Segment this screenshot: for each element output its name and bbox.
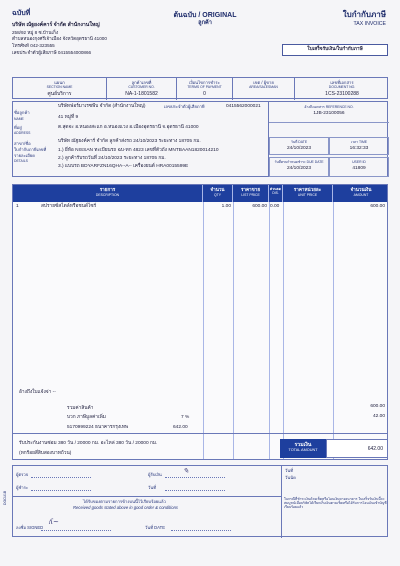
total-label-en: TOTAL AMOUNT (288, 448, 318, 453)
section-label-en: SECTION NAME (46, 85, 73, 90)
col-divider (333, 202, 334, 459)
due-date-value: 24/10/2023 (286, 166, 311, 172)
company-phone: โทรศัพท์ 042-323555 (12, 43, 55, 49)
company-info (12, 22, 182, 57)
company-name: บริษัท ณัฐยงค์คาร์ จำกัด สำนักงานใหญ่ (12, 22, 100, 28)
col-list-price-en: LIST PRICE (241, 192, 260, 197)
row-description: สปรายซ์สไตล์หรือชนด์ไซร์ (41, 204, 97, 209)
col-amount-en: AMOUNT (353, 192, 369, 197)
total-amount-label (280, 439, 326, 458)
warranty-text: รับประกันงานซ่อม 380 วัน / 20000 กม. อะไหล่ 380 วัน / 20000 กม. (19, 441, 158, 446)
receiver-signature: ✎ (183, 467, 189, 475)
receipt-type-box: ใบเสร็จรับเงิน/ใบกำกับภาษี (282, 44, 388, 56)
payment-note: ในกรณีที่ชำระเงินด้วยเช็คหรือโอนเงินทางธนาคาร ใบเสร็จรับเงินนี้จะสมบูรณ์เมื่อบริษัทได้เรียกเก็บเงินตามเช็คหรือได้รับการโอนเงินเข้าบัญชีเรียบร้อยแล้ว (284, 497, 387, 510)
customer-no-cell (107, 78, 177, 100)
items-table-header (13, 185, 387, 202)
time-value: 16:32:33 (349, 146, 369, 152)
company-address-2: ตำบลหนองกุงศรีเจ้าเมือง จังหวัดอุดรธานี 41000 (12, 36, 107, 42)
col-divider (283, 202, 284, 459)
document-no-cell (295, 78, 389, 100)
col-qty-en: QTY (214, 192, 221, 197)
reference-cell (269, 101, 389, 123)
date-value: 24/10/2023 (286, 146, 311, 152)
note-date-label: วันที่ (285, 468, 293, 473)
area-label-th: เขต / ผู้ขาย (253, 80, 274, 85)
col-description-en: DESCRIPTION (95, 192, 120, 197)
row-list-price: 600.00 (252, 204, 267, 209)
terms-label-th: เงื่อนไขการชำระ (189, 80, 220, 85)
signature-divider (13, 496, 281, 497)
reference-value: 1JB-23100056 (313, 111, 345, 117)
terms-label-en: TERMS OF PAYMENT (187, 85, 222, 90)
row-amount: 600.00 (370, 204, 385, 209)
col-unit-price (283, 185, 333, 202)
signed-date-label: วันที่ DATE (145, 525, 165, 530)
document-meta-panel (268, 101, 388, 177)
name-label-th: ชื่อลูกค้า (14, 110, 30, 115)
receiver-label: ผู้รับเงิน (148, 472, 162, 477)
customer-contact: บริษัท ณัฐยงค์คาร์ จำกัด ลูกค้าส่งรถ 24/10/2023 ระยะทาง 18705 กม. (58, 139, 201, 144)
contact-label-th: สาขา/ชื่อ (14, 141, 31, 146)
area-label-en: AREA/SALESMAN (249, 85, 278, 90)
date-cell (269, 137, 329, 155)
due-date-label: วันที่ครบกำหนดชำระ DUE DATE (274, 160, 324, 164)
received-goods-th: ได้รับของตามรายการข้างบนนี้ไว้เรียบร้อยแล้ว (83, 499, 166, 504)
vat-base-label: 5170999224 ธนาคารกรุงเทพ (67, 425, 129, 430)
terms-cell (177, 78, 233, 100)
original-sub-text: ลูกค้า (198, 20, 212, 27)
document-no-value: 1CS-23100288 (325, 91, 359, 98)
col-divider (203, 202, 204, 459)
vat-value: 42.00 (372, 414, 385, 419)
reference-label: อ้างถึงเอกสาร REFERENCE NO. (304, 105, 354, 109)
document-no-label-th: เลขที่เอกสาร (330, 80, 354, 85)
col-unit-price-en: UNIT PRICE (297, 192, 318, 197)
customer-check-line (31, 477, 91, 478)
document-title-en: TAX INVOICE (353, 21, 386, 27)
address-label-th: ที่อยู่ (14, 125, 22, 130)
customer-address-2: ต.สุดจะ อ.หนองสะแก อ.หนองแวง อ.เมืองอุดรธานี จ.อุดรธานี 41000 (58, 125, 199, 130)
address-label-en: ADDRESS (14, 131, 31, 135)
customer-address-1: 41 หมู่ที่ 9 (58, 115, 79, 120)
col-discount (269, 185, 283, 202)
invoice-ref-label: ใบกำกับภาษีเลขที่ (14, 147, 47, 152)
col-description (13, 185, 203, 202)
customer-tax-id: 0415562000021 (226, 104, 261, 109)
col-unit-price-th: ราคาหน่วยละ (293, 187, 322, 192)
detail-line-2: 2.) ลูกค้ารับรถวันที่ 24/10/2023 ระยะทาง 18705 กม. (58, 156, 166, 161)
terms-value: 0 (203, 91, 206, 98)
note-appointment-label: วันนัด (285, 475, 296, 480)
total-amount-value: 642.00 (326, 439, 388, 458)
amount-in-words: (หกร้อยสี่สิบสองบาทถ้วน) (19, 451, 72, 456)
customer-name: บริษัทฟอร์มาเรซพีบ จำกัด (สำนักงานใหญ่) (58, 104, 146, 109)
subtotal-label: รวมค่าสินค้า (67, 406, 94, 411)
customer-no-label-en: CUSTOMER NO. (128, 85, 155, 90)
invoice-info-row (12, 77, 388, 99)
signed-line (41, 530, 111, 531)
time-cell (329, 137, 389, 155)
total-label-th: รวมเงิน (294, 442, 312, 448)
name-label-en: NAME (14, 117, 24, 121)
section-value: ศูนย์บริการ (47, 91, 72, 98)
col-description-th: รายการ (99, 187, 116, 192)
row-qty: 1.00 (221, 204, 231, 209)
reference-note: อ้างถึงใบแจ้งจ่า -- (19, 390, 56, 395)
detail-label-th: รายละเอียด (14, 153, 35, 158)
copy-label: ฉบับที่ (12, 10, 31, 17)
detail-line-1: 1.) ยี่ห้อ NISSAN ทะเบียนรถ ฉบ-ทก 4823 เลขที่ตัวถัง MNTBAAN1820014210 (58, 148, 219, 153)
col-qty (203, 185, 233, 202)
vat-base-value: 642.00 (173, 425, 188, 430)
signed-date-line (171, 530, 231, 531)
section-cell (13, 78, 107, 100)
payer-label: ผู้ชำระ (16, 485, 29, 490)
row-discount: 0.00 (270, 204, 280, 209)
user-id-value: 41809 (352, 166, 366, 172)
subtotal-value: 600.00 (370, 404, 385, 409)
area-cell (233, 78, 295, 100)
receiver-line (165, 477, 225, 478)
document-no-label-en: DOCUMENT NO. (328, 85, 356, 90)
document-title-th: ใบกำกับภาษี (342, 10, 386, 19)
col-discount-th: ส่วนลด (269, 187, 282, 191)
row-number: 1 (16, 204, 19, 209)
col-list-price (233, 185, 269, 202)
original-label-text: ต้นฉบับ / ORIGINAL (173, 12, 237, 19)
signed-label: ลงชื่อ SIGNED (16, 525, 44, 530)
customer-no-value: NA-1-1801582 (125, 91, 158, 98)
payer-line (31, 490, 91, 491)
customer-tax-label: เลขประจำตัวผู้เสียภาษี (164, 104, 205, 109)
receiver-date-label: วันที่ (148, 485, 156, 490)
section-label-th: แผนก (54, 80, 65, 85)
customer-check-label: ผู้ตรวจ (16, 472, 29, 477)
vat-rate: 7 % (181, 415, 190, 420)
col-qty-th: จำนวน (210, 187, 225, 192)
company-tax-id: เลขประจำตัวผู้เสียภาษี 0415554000866 (12, 49, 92, 55)
received-goods-en: Received goods stated above in good order & conditions (73, 505, 178, 510)
col-discount-en: DIS. (272, 191, 279, 196)
table-row (13, 204, 387, 212)
detail-label-en: DETAILS (14, 159, 28, 163)
col-amount (333, 185, 389, 202)
company-address-1: 258/92 หมู่ 8 ซ.บ้านเก็ง (12, 29, 59, 35)
date-label: วันที่ DATE (290, 140, 308, 144)
time-label: เวลา TIME (350, 140, 368, 144)
side-code-label: DOCU1B (3, 490, 7, 505)
customer-details (14, 104, 264, 169)
items-table (12, 184, 388, 460)
user-id-label: USER ID (352, 160, 366, 164)
user-id-cell (329, 157, 389, 177)
receiver-date-line (165, 490, 225, 491)
due-date-cell (269, 157, 329, 177)
customer-signature: ʎ~ (49, 518, 59, 526)
detail-line-3: 3.) แบบรถ BDYARFZN16QHA--A-- เครื่องยนต์ HRA0015599E (58, 164, 189, 169)
summary-divider (13, 433, 387, 434)
col-amount-th: จำนวนเงิน (350, 187, 372, 192)
col-divider (233, 202, 234, 459)
signature-vdivider (281, 466, 282, 538)
col-list-price-th: ราคาขาย (240, 187, 261, 192)
vat-label: บวก ภาษีมูลค่าเพิ่ม (67, 415, 106, 420)
customer-no-label-th: ลูกค้าเลขที่ (131, 80, 152, 85)
col-divider (269, 202, 270, 459)
